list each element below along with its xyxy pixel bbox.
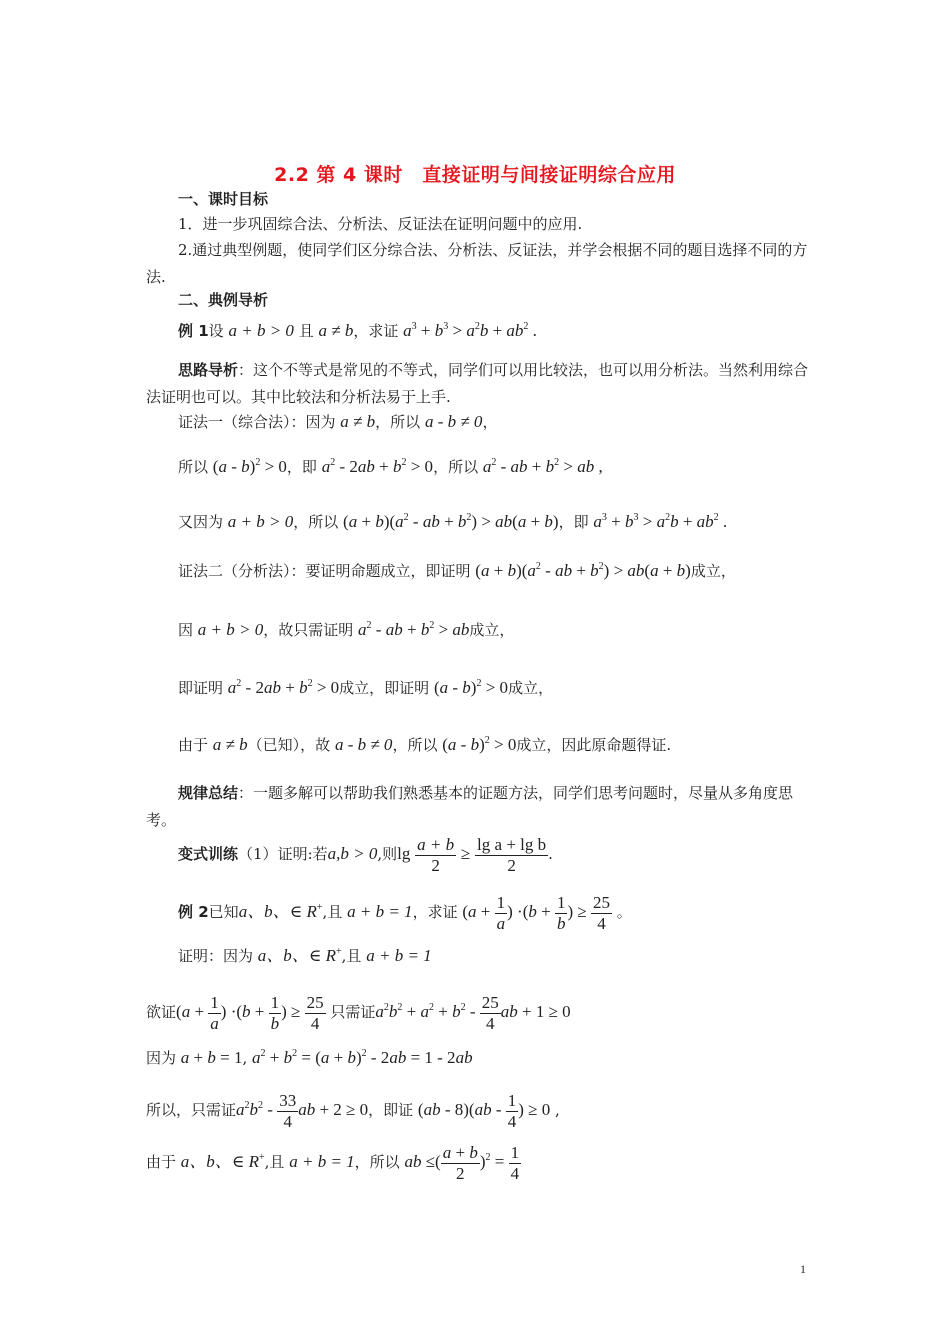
method2-step4: 由于 a ≠ b（已知），故 a - b ≠ 0，所以 (a - b)$^2$ > 0成立，因此原命题得证. (178, 735, 672, 754)
section2-heading: 二、典例导析 (178, 291, 269, 309)
example2-because: 因为 a + b = 1, $a^2 + b^2 = (a + b)^2 - 2ab = 1 - 2ab$ (146, 1048, 473, 1067)
method2-step3: 即证明 $a^2 - 2ab + b^2 > 0$成立，即证明 (a - b)$^2$ > 0成立， (178, 678, 554, 697)
method1-step3: 又因为 a + b > 0，所以 $(a + b)(a^2$ - ab + $b^2) > ab(a + b)$，即 $a^3 + b^3 > a^2b + ab^2$ . (178, 512, 728, 531)
method1-intro: 证法一（综合法）：因为 a ≠ b，所以 a - b ≠ 0， (178, 412, 498, 431)
example2-proof-start: 证明：因为 a、b、∈ R+,且 a + b = 1 (178, 946, 432, 965)
example1-inequality: $a^3 + b^3 > a^2b + ab^2$ . (403, 321, 537, 340)
objective-item-2: 2.通过典型例题，使同学们区分综合法、分析法、反证法，并学会根据不同的题目选择不同的方法. (146, 241, 808, 286)
page-title: 2.2 第 4 课时 直接证明与间接证明综合应用 (274, 164, 676, 186)
variant-fraction-2: $\frac{\text{lg a + lg b}}{2}$ (477, 834, 547, 875)
method1-step2: 所以 (a - b)$^2$ > 0，即 $a^2 - 2ab + b^2 > 0$，所以 $a^2$ - ab + $b^2$ > ab , (178, 457, 603, 476)
page-number: 1 (800, 1262, 806, 1276)
example2-since: 由于 a、b、∈ R+,且 a + b = 1，所以 ab ≤( $\frac{a + b}{2}$ )$^2$ = $\frac{1}{4}$ (146, 1142, 520, 1183)
method2-intro: 证法二（分析法）：要证明命题成立，即证明 $(a + b)(a^2$ - ab + $b^2) > ab(a + b)$成立， (178, 561, 736, 580)
variant-label: 变式训练 (178, 845, 239, 863)
example1-label: 例 1 (178, 322, 209, 340)
section1-heading: 一、课时目标 (178, 190, 269, 208)
example2-want: 欲证(a + $\frac{1}{a}$ ) ·(b + $\frac{1}{b}$ ) ≥ $\frac{25}{4}$ 只需证$a^2b^2 + a^2 + b^2$ - $\frac{25}{4}$ ab + 1 ≥ 0 (146, 992, 571, 1033)
variant-fraction-1: $\frac{a + b}{2}$ (417, 834, 455, 875)
example2-statement: 例 2已知a、b、∈ R+,且 a + b = 1，求证 (a + $\frac{1}{a}$ ) ·(b + $\frac{1}{b}$ ) ≥ $\frac{25}{4}$ 。 (178, 892, 632, 933)
example2-target: (a + $\frac{1}{a}$ ) ·(b + $\frac{1}{b}$ ) ≥ $\frac{25}{4}$ (462, 892, 610, 933)
example1-statement: 例 1设 a + b > 0 且 a ≠ b，求证 $a^3 + b^3 > a^2b + ab^2$ . (178, 321, 537, 340)
variant-training: 变式训练（1）证明:若a,b > 0,则lg $\frac{a + b}{2}$ ≥ $\frac{\text{lg a + lg b}}{2}$ . (178, 834, 553, 875)
summary: 规律总结：一题多解可以帮助我们熟悉基本的证题方法，同学们思考问题时，尽量从多角度思考。 (146, 784, 794, 829)
summary-label: 规律总结 (178, 784, 239, 802)
method2-step2: 因 a + b > 0，故只需证明 $a^2$ - ab + $b^2$ > ab成立， (178, 620, 515, 639)
example1-idea: 思路导析：这个不等式是常见的不等式，同学们可以用比较法，也可以用分析法。当然利用综合法证明也可以。其中比较法和分析法易于上手. (146, 361, 809, 406)
idea-label: 思路导析 (178, 361, 239, 379)
example2-reduce: 所以，只需证$a^2b^2$ - $\frac{33}{4}$ ab + 2 ≥ 0，即证 (ab - 8)(ab - $\frac{1}{4}$ ) ≥ 0 , (146, 1090, 560, 1131)
example2-label: 例 2 (178, 903, 209, 921)
objective-item-1: 1．进一步巩固综合法、分析法、反证法在证明问题中的应用. (178, 215, 583, 233)
